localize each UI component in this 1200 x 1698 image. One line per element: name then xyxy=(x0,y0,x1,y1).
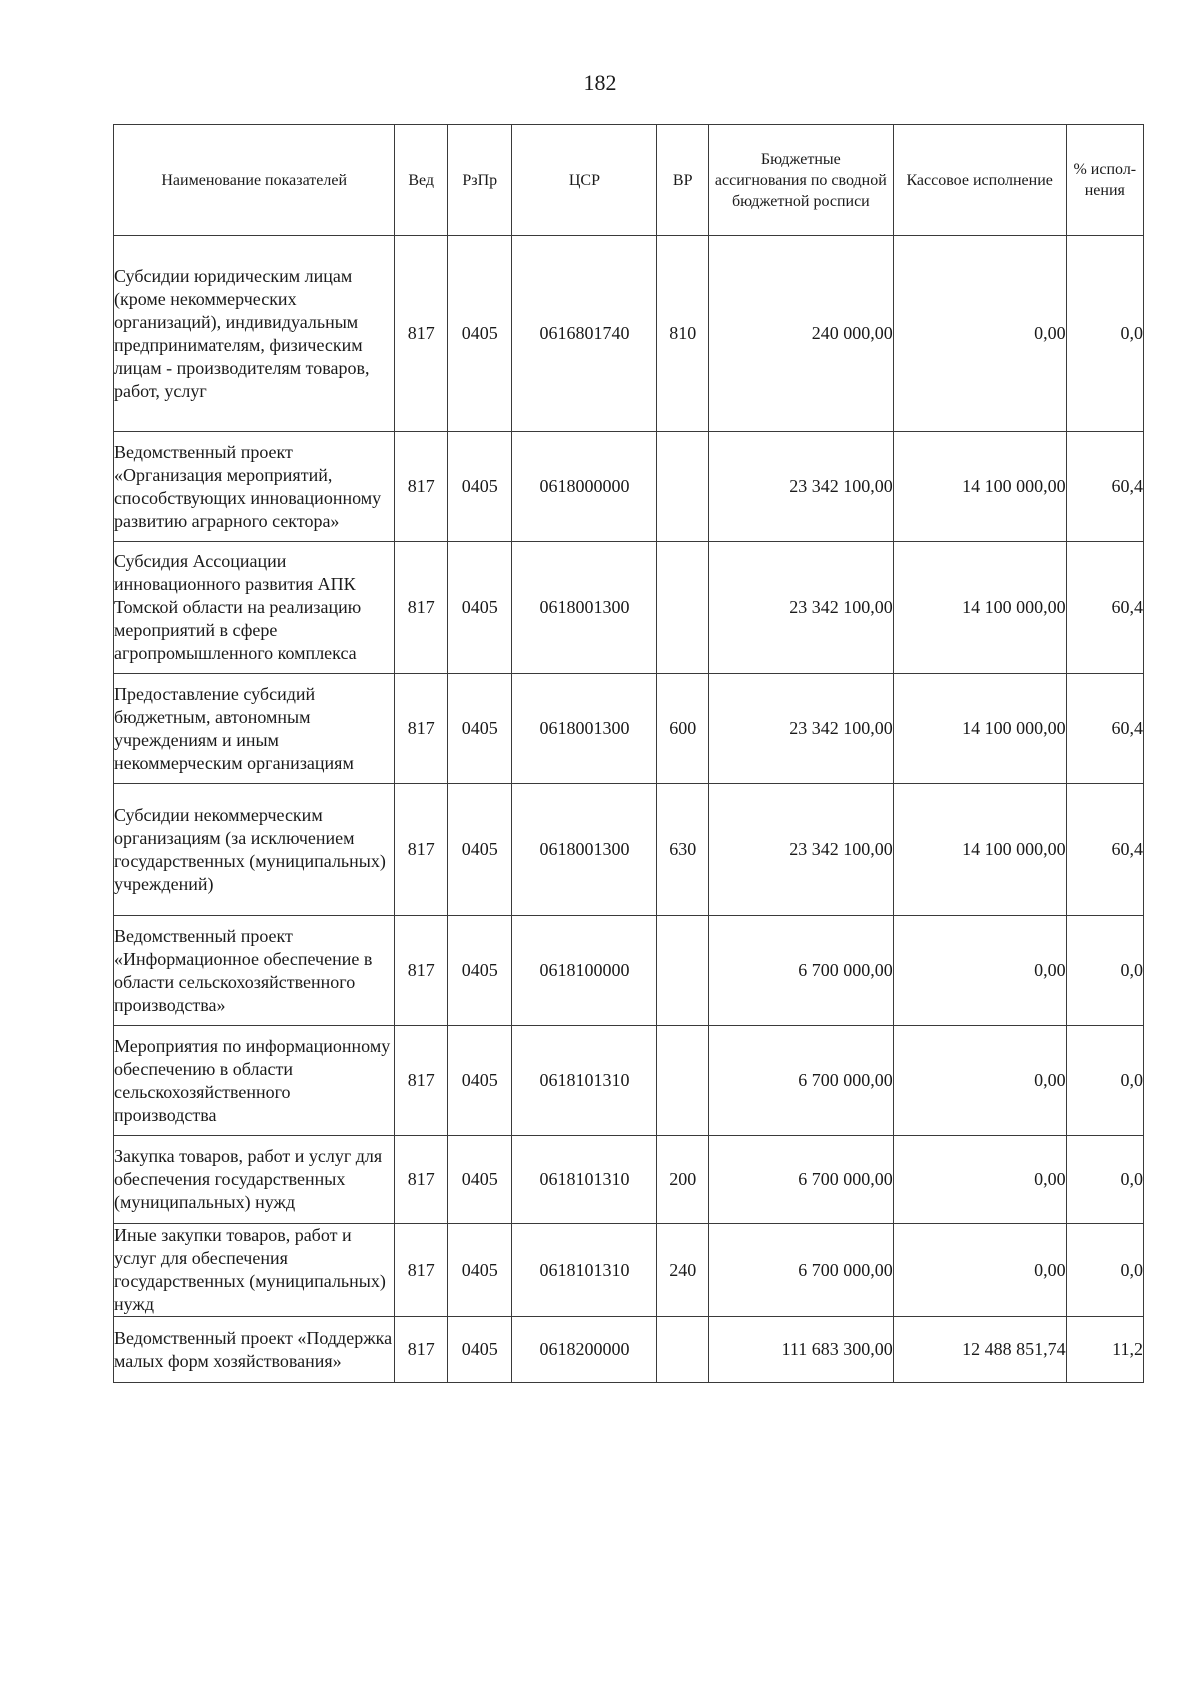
table-row xyxy=(114,236,1144,432)
header-ved: Вед xyxy=(395,125,448,236)
cell-csr: 0618001300 xyxy=(512,542,657,674)
table-row xyxy=(114,1026,1144,1136)
cell-csr: 0618200000 xyxy=(512,1317,657,1383)
cell-execution: 0,00 xyxy=(893,1136,1066,1224)
cell-percent: 60,4 xyxy=(1066,432,1143,542)
cell-rzpr: 0405 xyxy=(448,1136,512,1224)
cell-ved: 817 xyxy=(395,1317,448,1383)
cell-budget: 23 342 100,00 xyxy=(708,432,893,542)
cell-ved: 817 xyxy=(395,916,448,1026)
cell-rzpr: 0405 xyxy=(448,1317,512,1383)
cell-rzpr: 0405 xyxy=(448,1026,512,1136)
cell-ved: 817 xyxy=(395,1224,448,1317)
cell-name: Мероприятия по информационному обеспечению в области сельскохозяйственного производства xyxy=(114,1026,395,1136)
cell-rzpr: 0405 xyxy=(448,784,512,916)
header-csr: ЦСР xyxy=(512,125,657,236)
cell-ved: 817 xyxy=(395,432,448,542)
cell-budget: 6 700 000,00 xyxy=(708,916,893,1026)
cell-budget: 23 342 100,00 xyxy=(708,674,893,784)
cell-percent: 60,4 xyxy=(1066,674,1143,784)
cell-name: Субсидия Ассоциации инновационного развития АПК Томской области на реализацию мероприятий в сфере агропромышленного комплекса xyxy=(114,542,395,674)
cell-ved: 817 xyxy=(395,542,448,674)
cell-vr: 240 xyxy=(657,1224,709,1317)
cell-name: Иные закупки товаров, работ и услуг для обеспечения государственных (муниципальных) нужд xyxy=(114,1224,395,1317)
cell-execution: 14 100 000,00 xyxy=(893,432,1066,542)
cell-execution: 14 100 000,00 xyxy=(893,542,1066,674)
table-row xyxy=(114,1136,1144,1224)
cell-name: Закупка товаров, работ и услуг для обеспечения государственных (муниципальных) нужд xyxy=(114,1136,395,1224)
cell-csr: 0616801740 xyxy=(512,236,657,432)
page-number: 182 xyxy=(583,70,617,95)
cell-vr xyxy=(657,916,709,1026)
cell-csr: 0618101310 xyxy=(512,1224,657,1317)
table-row xyxy=(114,432,1144,542)
cell-budget: 240 000,00 xyxy=(708,236,893,432)
cell-csr: 0618001300 xyxy=(512,674,657,784)
cell-execution: 0,00 xyxy=(893,236,1066,432)
cell-vr: 200 xyxy=(657,1136,709,1224)
table-row xyxy=(114,784,1144,916)
header-vr: ВР xyxy=(657,125,709,236)
table-row xyxy=(114,916,1144,1026)
cell-budget: 23 342 100,00 xyxy=(708,542,893,674)
cell-percent: 60,4 xyxy=(1066,542,1143,674)
cell-ved: 817 xyxy=(395,236,448,432)
cell-vr: 630 xyxy=(657,784,709,916)
cell-name: Ведомственный проект «Поддержка малых форм хозяйствования» xyxy=(114,1317,395,1383)
cell-rzpr: 0405 xyxy=(448,542,512,674)
cell-name: Субсидии юридическим лицам (кроме некоммерческих организаций), индивидуальным предпринимателям, физическим лицам - производителям товаров, работ, услуг xyxy=(114,236,395,432)
cell-execution: 0,00 xyxy=(893,1224,1066,1317)
cell-ved: 817 xyxy=(395,674,448,784)
cell-budget: 6 700 000,00 xyxy=(708,1224,893,1317)
cell-vr: 600 xyxy=(657,674,709,784)
cell-vr xyxy=(657,542,709,674)
cell-csr: 0618000000 xyxy=(512,432,657,542)
header-percent: % испол-нения xyxy=(1066,125,1143,236)
cell-percent: 60,4 xyxy=(1066,784,1143,916)
cell-percent: 0,0 xyxy=(1066,1224,1143,1317)
cell-ved: 817 xyxy=(395,1136,448,1224)
cell-csr: 0618101310 xyxy=(512,1026,657,1136)
cell-percent: 0,0 xyxy=(1066,236,1143,432)
cell-name: Субсидии некоммерческим организациям (за исключением государственных (муниципальных) учреждений) xyxy=(114,784,395,916)
cell-vr: 810 xyxy=(657,236,709,432)
cell-percent: 0,0 xyxy=(1066,916,1143,1026)
cell-rzpr: 0405 xyxy=(448,674,512,784)
cell-execution: 0,00 xyxy=(893,1026,1066,1136)
cell-execution: 0,00 xyxy=(893,916,1066,1026)
cell-csr: 0618001300 xyxy=(512,784,657,916)
cell-vr xyxy=(657,1026,709,1136)
table-row xyxy=(114,674,1144,784)
cell-rzpr: 0405 xyxy=(448,916,512,1026)
header-rzpr: РзПр xyxy=(448,125,512,236)
cell-vr xyxy=(657,432,709,542)
cell-csr: 0618100000 xyxy=(512,916,657,1026)
table-header-row xyxy=(114,125,1144,236)
cell-vr xyxy=(657,1317,709,1383)
cell-rzpr: 0405 xyxy=(448,432,512,542)
header-name: Наименование показателей xyxy=(114,125,395,236)
cell-execution: 14 100 000,00 xyxy=(893,674,1066,784)
cell-name: Ведомственный проект «Информационное обеспечение в области сельскохозяйственного производства» xyxy=(114,916,395,1026)
cell-name: Предоставление субсидий бюджетным, автономным учреждениям и иным некоммерческим организациям xyxy=(114,674,395,784)
cell-rzpr: 0405 xyxy=(448,1224,512,1317)
cell-percent: 0,0 xyxy=(1066,1136,1143,1224)
cell-csr: 0618101310 xyxy=(512,1136,657,1224)
cell-percent: 11,2 xyxy=(1066,1317,1143,1383)
table-row xyxy=(114,1317,1144,1383)
table-row xyxy=(114,1224,1144,1317)
cell-ved: 817 xyxy=(395,1026,448,1136)
cell-execution: 12 488 851,74 xyxy=(893,1317,1066,1383)
cell-execution: 14 100 000,00 xyxy=(893,784,1066,916)
header-budget: Бюджетные ассигнования по сводной бюджетной росписи xyxy=(708,125,893,236)
cell-budget: 23 342 100,00 xyxy=(708,784,893,916)
table-row xyxy=(114,542,1144,674)
cell-budget: 6 700 000,00 xyxy=(708,1136,893,1224)
cell-budget: 6 700 000,00 xyxy=(708,1026,893,1136)
cell-ved: 817 xyxy=(395,784,448,916)
cell-rzpr: 0405 xyxy=(448,236,512,432)
cell-percent: 0,0 xyxy=(1066,1026,1143,1136)
budget-execution-table xyxy=(113,124,1144,1383)
cell-budget: 111 683 300,00 xyxy=(708,1317,893,1383)
header-execution: Кассовое исполнение xyxy=(893,125,1066,236)
cell-name: Ведомственный проект «Организация мероприятий, способствующих инновационному развитию аграрного сектора» xyxy=(114,432,395,542)
